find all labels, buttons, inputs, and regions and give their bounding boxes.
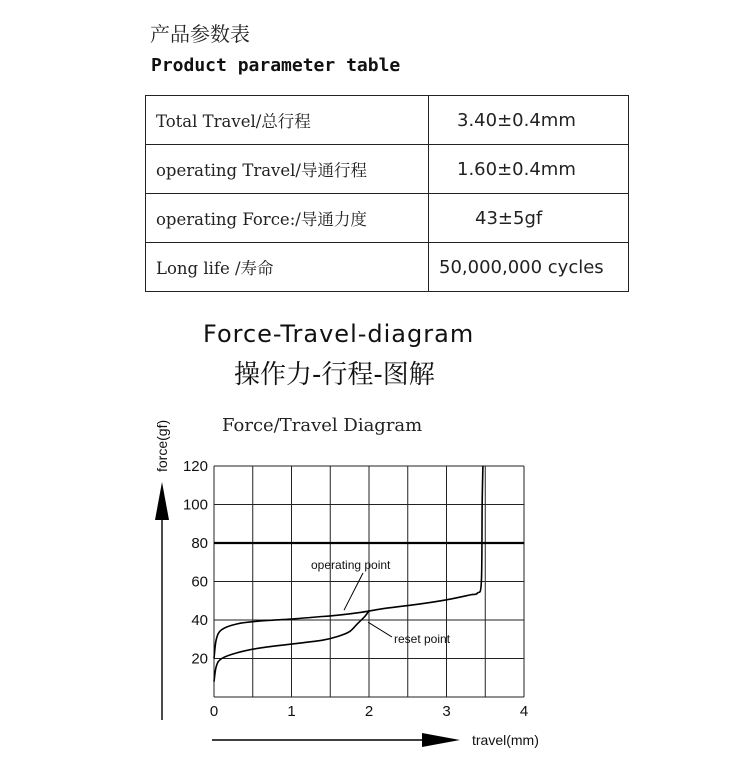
y-axis-arrow-head — [155, 482, 169, 520]
y-tick-label: 20 — [191, 650, 208, 668]
param-value-text: 1.60±0.4mm — [457, 158, 576, 180]
param-label: Long life /寿命 — [146, 243, 429, 292]
param-value-text: 43±5gf — [475, 207, 543, 229]
x-tick-label: 2 — [364, 703, 374, 720]
param-label: operating Force:/导通力度 — [146, 194, 429, 243]
chart-ticks — [183, 458, 528, 720]
x-tick-label: 0 — [209, 703, 219, 720]
x-axis-arrow-head — [422, 733, 460, 747]
param-label: operating Travel/导通行程 — [146, 145, 429, 194]
y-axis-label: force(gf) — [154, 419, 170, 472]
page-title-cn: 产品参数表 — [150, 22, 250, 46]
y-tick-label: 40 — [191, 612, 208, 629]
chart-series — [214, 466, 483, 682]
param-value-text: 3.40±0.4mm — [457, 109, 576, 131]
chart-grid — [214, 466, 524, 697]
diagram-title-en: Force-Travel-diagram — [203, 320, 475, 348]
param-label: Total Travel/总行程 — [146, 96, 429, 145]
annotation-leader — [368, 622, 392, 637]
y-tick-label: 100 — [182, 496, 208, 514]
annotation-operating-point: operating point — [311, 558, 391, 572]
annotation-reset-point: reset point — [394, 632, 451, 646]
x-tick-label: 1 — [287, 703, 296, 720]
diagram-title-cn: 操作力-行程-图解 — [234, 360, 435, 390]
chart-title: Force/Travel Diagram — [222, 415, 423, 436]
y-tick-label: 60 — [191, 573, 208, 591]
y-tick-label: 80 — [191, 535, 208, 552]
annotation-leader — [344, 573, 363, 610]
param-value-text: 50,000,000 cycles — [439, 256, 604, 278]
x-axis-label: travel(mm) — [472, 732, 539, 748]
y-tick-label: 120 — [182, 458, 208, 475]
x-tick-label: 3 — [442, 703, 451, 720]
page-title-en: Product parameter table — [151, 55, 401, 76]
x-tick-label: 4 — [519, 703, 529, 720]
